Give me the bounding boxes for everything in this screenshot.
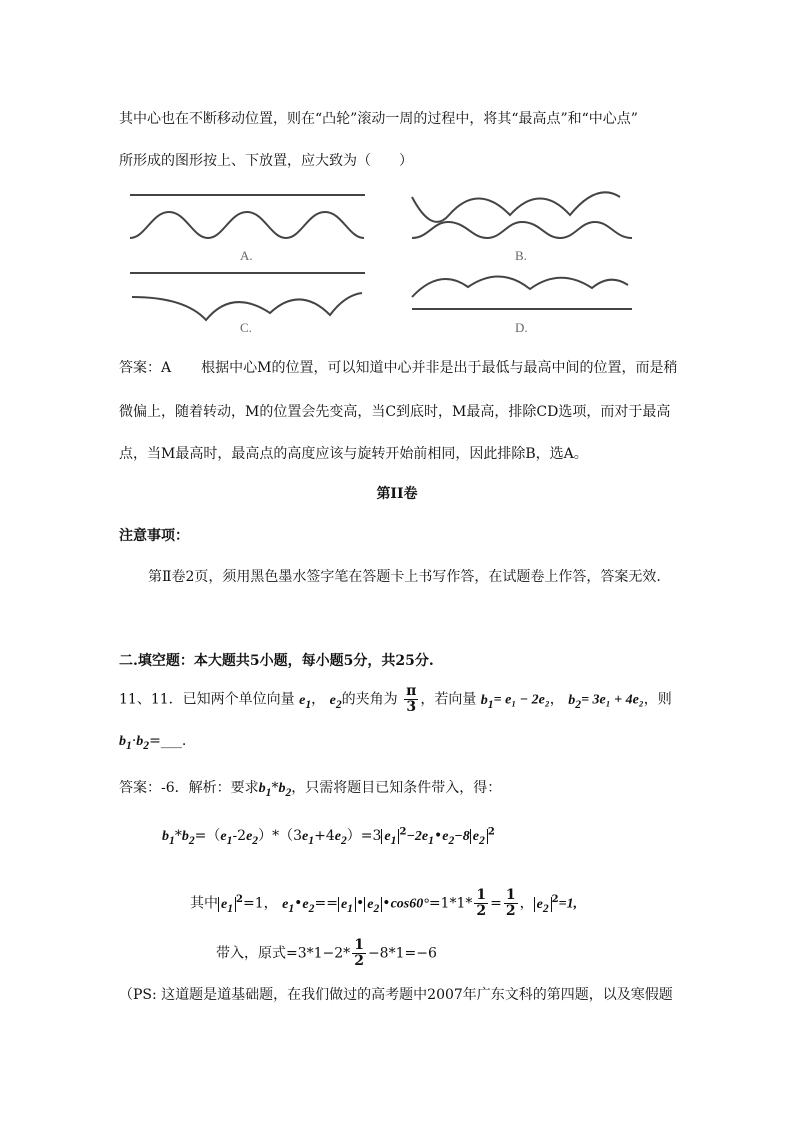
answer-label: 答案：A xyxy=(119,360,172,376)
answer11-equation-1: $b_1*b_2=(e_1-2e_2)*(3e_1+4e_2)=3$ $e_1^2-2e_1•e_2-8$ $e_2^2$ xyxy=(162,826,495,847)
vector-e2: $e_2$ xyxy=(442,829,455,847)
figure-label-b: B. xyxy=(515,248,527,263)
answer1-line-3: 点，当M最高时，最高点的高度应该与旋转开始前相同，因此排除B，选A。 xyxy=(119,446,588,462)
fraction-numerator: 1 xyxy=(505,887,516,903)
abs-e1: $e_1$ xyxy=(218,897,236,912)
figure-a-wave xyxy=(130,212,364,238)
fraction-denominator: 2 xyxy=(505,903,516,919)
eq1-part: ）=3 xyxy=(346,828,382,844)
answer11-equation-2: 其中 $e_1^2=1$， $e_1•e_2== e_1$ • $e_2$ •cos60°=1*1* $\frac{1}{2}$ = $\frac{1}{2}$ ， $e_2^2=1$, xyxy=(190,887,578,919)
cam-figure xyxy=(0,185,794,385)
intro-line-1: 其中心也在不断移动位置，则在“凸轮”滚动一周的过程中，将其“最高点”和“中心点” xyxy=(119,111,638,127)
q11-if-text: ，若向量 xyxy=(420,691,477,708)
eq1-part: +4 xyxy=(314,828,335,844)
ps-note: （PS: 这道题是道基础题，在我们做过的高考题中2007年广东文科的第四题，以及寒假题 xyxy=(119,987,673,1003)
fraction-numerator: 1 xyxy=(354,937,364,953)
figure-label-d: D. xyxy=(515,320,528,335)
intro-line-2: 所形成的图形按上、下放置，应大致为（ ） xyxy=(119,153,413,169)
abs-e2: $e_2$ xyxy=(470,829,488,844)
vector-b1: $b_1$ xyxy=(258,781,272,799)
vector-b2: $b_2$ xyxy=(181,829,195,847)
vector-e2: $e_2$ xyxy=(334,829,347,847)
eq2-part: == xyxy=(314,895,338,912)
eq2-part: =1, xyxy=(558,896,578,912)
figure-label-c: C. xyxy=(240,320,252,335)
eq1-part: −8 xyxy=(454,829,470,844)
q11-then: ，则 xyxy=(643,691,672,708)
q11-prefix: 11、11．已知两个单位向量 xyxy=(119,691,295,708)
vector-e1: $e_1$ xyxy=(282,896,295,915)
eq2-part: ， xyxy=(519,895,534,912)
one-half-fraction xyxy=(474,888,488,919)
vector-e2: $e_2$ xyxy=(329,692,342,711)
fraction-numerator: 1 xyxy=(476,887,487,903)
figure-c-arc-curve xyxy=(132,293,362,320)
vector-e1: $e_1$ xyxy=(220,829,233,847)
fraction-denominator: 2 xyxy=(354,953,364,969)
figure-label-a: A. xyxy=(240,248,253,263)
substitution-result: −8*1=−6 xyxy=(367,945,437,962)
eq1-part: =（ xyxy=(194,828,221,844)
pi-over-3-fraction xyxy=(404,684,418,715)
fraction-denominator: 3 xyxy=(406,699,417,715)
vector-b1: $b_1$ xyxy=(480,692,494,711)
where-text: 其中 xyxy=(190,895,218,912)
vector-e2: $e_2$ xyxy=(246,829,259,847)
eq1-part: -2 xyxy=(232,828,247,844)
eq2-part: =1*1* xyxy=(428,895,473,912)
vector-e1: $e_1$ xyxy=(302,829,315,847)
answer1-line-2: 微偏上，随着转动，M的位置会先变高，当C到底时，M最高，排除CD选项，而对于最高 xyxy=(119,404,671,420)
answer-explanation: 根据中心M的位置，可以知道中心并非是出于最低与最高中间的位置，而是稍 xyxy=(201,360,678,376)
q11-sep: ， xyxy=(311,691,326,708)
fraction-numerator: π xyxy=(406,683,417,699)
abs-e2: $e_2$ xyxy=(364,897,382,912)
vector-b2: $b_2$ xyxy=(278,781,292,799)
eq2-part: = xyxy=(490,895,502,912)
eq1-part: −2 xyxy=(406,829,422,844)
notice-text: 第Ⅱ卷2页，须用黑色墨水签字笔在答题卡上书写作答，在试题卷上作答，答案无效. xyxy=(148,569,661,585)
figure-b-top-curve xyxy=(412,192,620,222)
square-exponent: 2 xyxy=(399,826,407,838)
vector-b1: $b_1$ xyxy=(162,829,175,847)
question-11-line-1 xyxy=(119,684,672,715)
question-11-line-2: $b_1\cdot b_2=\_\_\_$. xyxy=(119,733,187,752)
cos-60: cos60° xyxy=(390,896,429,912)
eq1-part: ）*（3 xyxy=(258,828,303,844)
square-exponent: 2 xyxy=(487,826,495,838)
b1-expression: = e₁ − 2e₂ xyxy=(493,692,550,708)
vector-e1: $e_1$ xyxy=(299,692,312,711)
answer11-intro: 答案：-6．解析：要求$b_1*b_2$，只需将题目已知条件带入，得： xyxy=(119,780,502,799)
one-half-fraction xyxy=(504,888,518,919)
square-exponent: 2 xyxy=(236,893,244,905)
vector-e2: $e_2$ xyxy=(302,896,315,915)
notice-title: 注意事项： xyxy=(119,528,189,544)
vector-b1: $b_1$ xyxy=(119,734,132,752)
eq2-part: =1， xyxy=(243,895,278,912)
abs-e1: $e_1$ xyxy=(381,829,399,844)
substitution-text: 带入，原式=3*1−2* xyxy=(216,945,351,962)
answer11-label: 答案：-6．解析：要求 xyxy=(119,780,259,796)
answer-blank: =___. xyxy=(149,733,187,749)
figure-b-wave xyxy=(412,222,632,238)
q11-comma: ， xyxy=(549,691,564,708)
answer1-line-1 xyxy=(119,357,677,377)
figure-d-arc-curve xyxy=(412,276,628,297)
vector-b2: $b_2$ xyxy=(568,692,582,711)
abs-e1: $e_1$ xyxy=(338,897,356,912)
abs-e2: $e_2$ xyxy=(534,897,552,912)
answer11-substitution xyxy=(216,938,437,969)
vector-b2: $b_2$ xyxy=(136,734,150,752)
fill-section-title: 二.填空题：本大题共5小题，每小题5分，共25分. xyxy=(119,653,434,669)
q11-angle-text: 的夹角为 xyxy=(341,691,398,708)
square-exponent: 2 xyxy=(551,893,559,905)
section-title: 第II卷 xyxy=(376,486,418,502)
fraction-denominator: 2 xyxy=(476,903,487,919)
b2-expression: = 3e₁ + 4e₂ xyxy=(581,692,644,708)
one-half-fraction xyxy=(352,938,366,969)
answer11-intro-tail: ，只需将题目已知条件带入，得： xyxy=(291,780,502,796)
vector-e1: $e_1$ xyxy=(421,829,434,847)
